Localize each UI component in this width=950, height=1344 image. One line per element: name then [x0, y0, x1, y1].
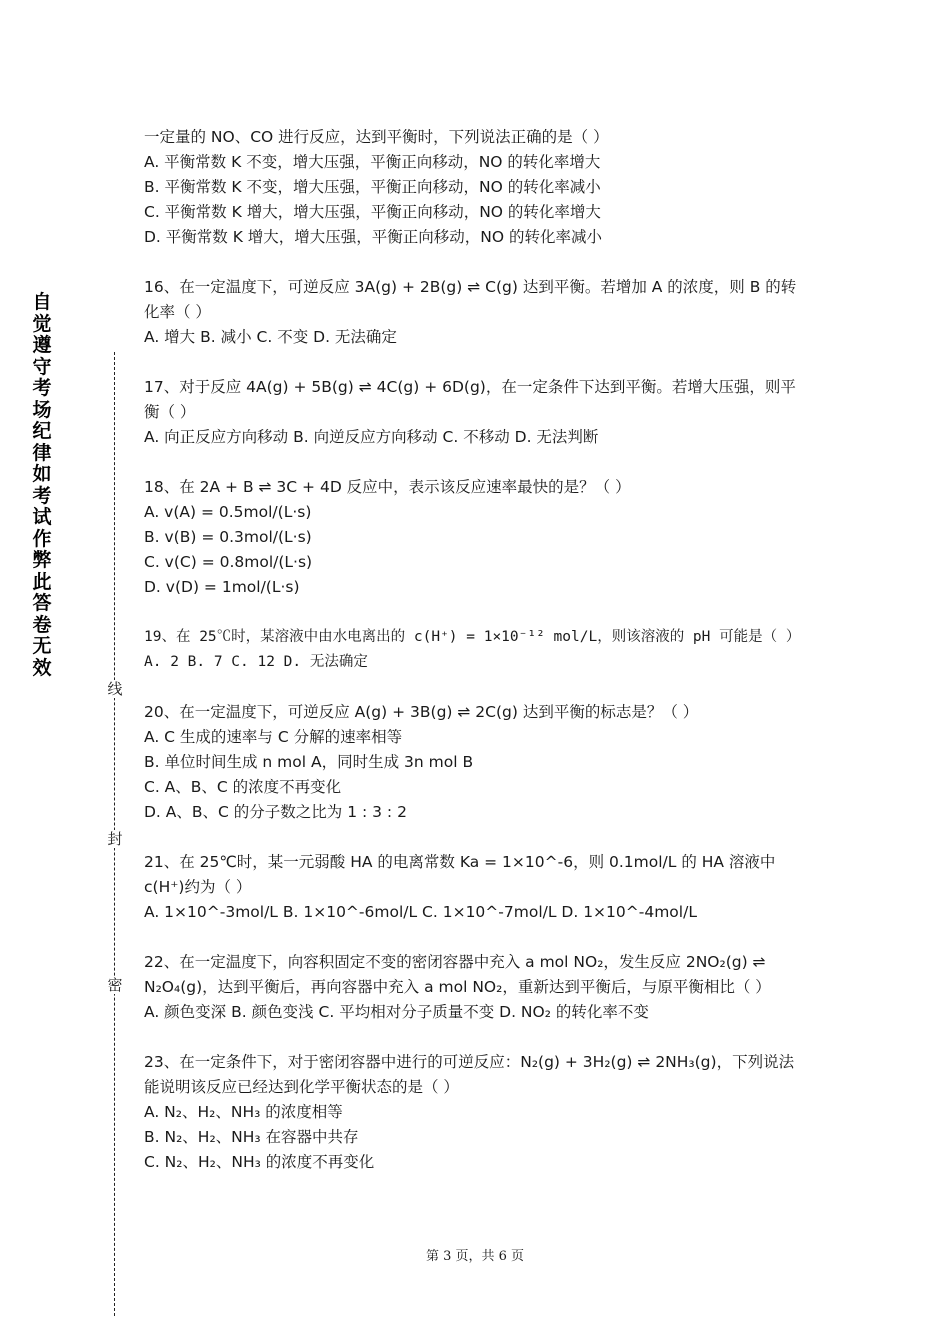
option-line: B. 平衡常数 K 不变，增大压强，平衡正向移动，NO 的转化率减小 — [144, 178, 601, 196]
question-list — [144, 125, 808, 1200]
question-line: 20、在一定温度下，可逆反应 A(g) + 3B(g) ⇌ 2C(g) 达到平衡的标志是？（ ） — [144, 703, 699, 721]
option-line: B. 单位时间生成 n mol A，同时生成 3n mol B — [144, 753, 474, 771]
option-line: C. N₂、H₂、NH₃ 的浓度不再变化 — [144, 1153, 375, 1171]
option-line: C. 平衡常数 K 增大，增大压强，平衡正向移动，NO 的转化率增大 — [144, 203, 601, 221]
option-line: A. 增大 B. 减小 C. 不变 D. 无法确定 — [144, 328, 397, 346]
option-line: B. v(B) = 0.3mol/(L·s) — [144, 528, 312, 546]
question-line: 21、在 25℃时，某一元弱酸 HA 的电离常数 Ka = 1×10^-6，则 0.1mol/L 的 HA 溶液中 c(H⁺)约为（ ） — [144, 853, 776, 896]
question-17 — [144, 375, 808, 450]
option-line: C. A、B、C 的浓度不再变化 — [144, 778, 342, 796]
option-line: A. 平衡常数 K 不变，增大压强，平衡正向移动，NO 的转化率增大 — [144, 153, 601, 171]
question-line: 一定量的 NO、CO 进行反应，达到平衡时，下列说法正确的是（ ） — [144, 128, 609, 146]
question-line: 18、在 2A + B ⇌ 3C + 4D 反应中，表示该反应速率最快的是？（ ） — [144, 478, 631, 496]
option-line: A. 向正反应方向移动 B. 向逆反应方向移动 C. 不移动 D. 无法判断 — [144, 428, 599, 446]
question-line: 23、在一定条件下，对于密闭容器中进行的可逆反应：N₂(g) + 3H₂(g) ⇌ 2NH₃(g)，下列说法能说明该反应已经达到化学平衡状态的是（ ） — [144, 1053, 795, 1096]
question-line: 16、在一定温度下，可逆反应 3A(g) + 2B(g) ⇌ C(g) 达到平衡。若增加 A 的浓度，则 B 的转化率（ ） — [144, 278, 797, 321]
question-20 — [144, 700, 808, 825]
question-18 — [144, 475, 808, 600]
option-line: D. A、B、C 的分子数之比为 1 : 3 : 2 — [144, 803, 407, 821]
option-line: A. C 生成的速率与 C 分解的速率相等 — [144, 728, 403, 746]
question-16 — [144, 275, 808, 350]
option-line: D. 平衡常数 K 增大，增大压强，平衡正向移动，NO 的转化率减小 — [144, 228, 603, 246]
seal-mark-line: 线 — [107, 680, 123, 698]
seal-mark-secret: 密 — [107, 976, 123, 994]
option-line: C. v(C) = 0.8mol/(L·s) — [144, 553, 313, 571]
exam-discipline-note: 自觉遵守考场纪律如考试作弊此答卷无效 — [32, 291, 52, 679]
question-21 — [144, 850, 808, 925]
option-line: D. v(D) = 1mol/(L·s) — [144, 578, 300, 596]
question-19 — [144, 625, 808, 675]
question-line: 17、对于反应 4A(g) + 5B(g) ⇌ 4C(g) + 6D(g)，在一定条件下达到平衡。若增大压强，则平衡（ ） — [144, 378, 796, 421]
question-15 — [144, 125, 808, 250]
question-line: 22、在一定温度下，向容积固定不变的密闭容器中充入 a mol NO₂，发生反应 2NO₂(g) ⇌ N₂O₄(g)，达到平衡后，再向容器中充入 a mol NO₂，重新达到平衡后，与原平衡相比（ ） — [144, 953, 771, 996]
option-line: A. N₂、H₂、NH₃ 的浓度相等 — [144, 1103, 343, 1121]
question-23 — [144, 1050, 808, 1175]
seal-mark-seal: 封 — [107, 830, 123, 848]
question-line: 19、在 25℃时，某溶液中由水电离出的 c(H⁺) = 1×10⁻¹² mol/L，则该溶液的 pH 可能是（ ） — [144, 629, 801, 645]
option-line: A. 颜色变深 B. 颜色变浅 C. 平均相对分子质量不变 D. NO₂ 的转化率不变 — [144, 1003, 649, 1021]
question-22 — [144, 950, 808, 1025]
option-line: A. v(A) = 0.5mol/(L·s) — [144, 503, 312, 521]
option-line: A. 1×10^-3mol/L B. 1×10^-6mol/L C. 1×10^-7mol/L D. 1×10^-4mol/L — [144, 903, 697, 921]
option-line: A. 2 B. 7 C. 12 D. 无法确定 — [144, 654, 368, 670]
option-line: B. N₂、H₂、NH₃ 在容器中共存 — [144, 1128, 359, 1146]
page-number: 第 3 页，共 6 页 — [425, 1249, 525, 1264]
